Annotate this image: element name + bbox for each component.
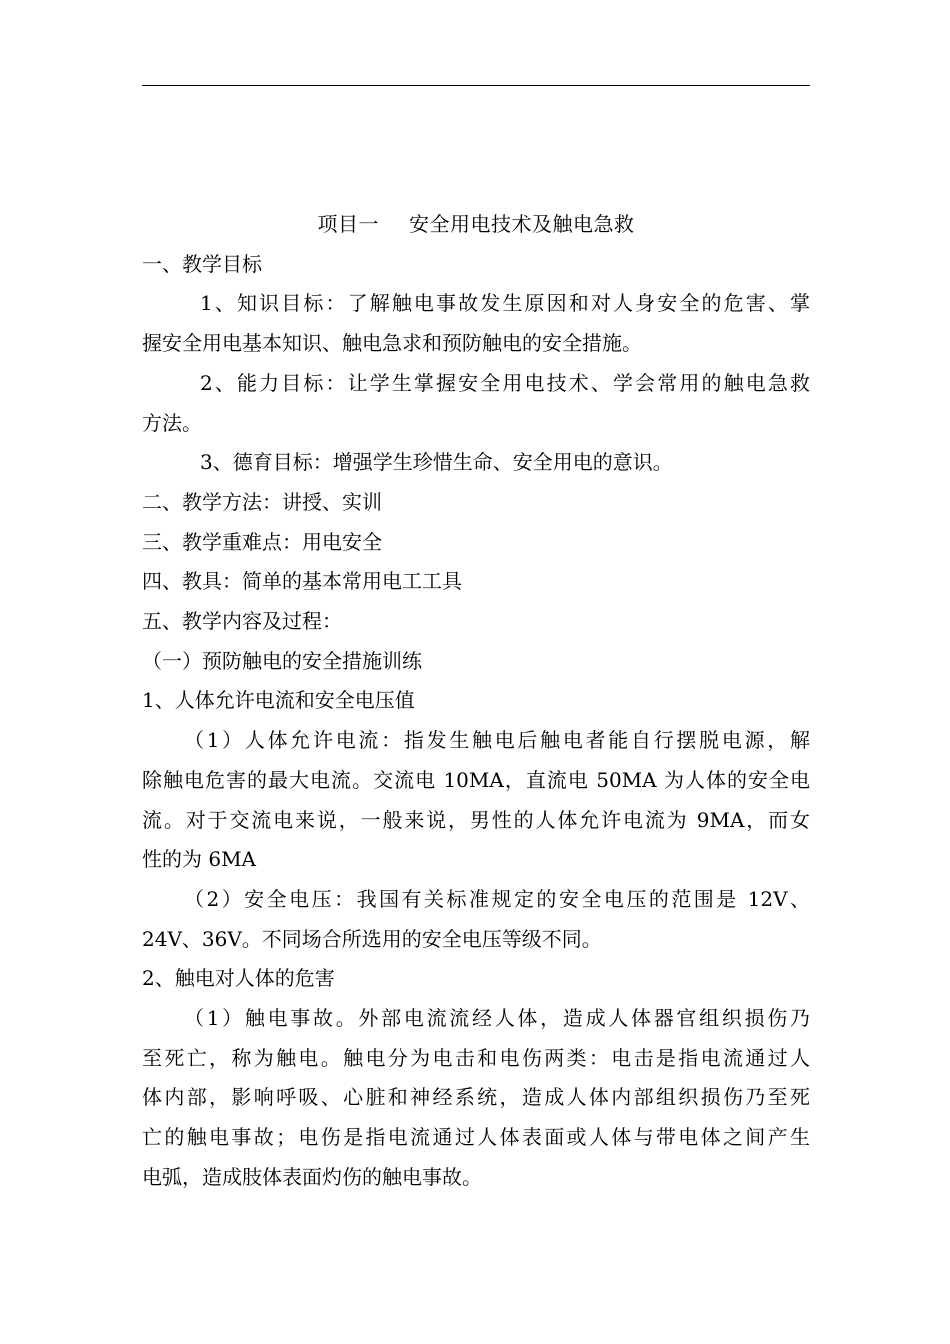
objective-ability-line-2: 方法。 <box>142 410 202 435</box>
item-heading-allowed-current: 1、人体允许电流和安全电压值 <box>142 688 415 713</box>
subsection-heading-prevention: （一）预防触电的安全措施训练 <box>142 648 422 673</box>
paragraph-accident-line-2: 至死亡，称为触电。触电分为电击和电伤两类：电击是指电流通过人 <box>142 1045 810 1070</box>
paragraph-accident-line-3: 体内部，影响呼吸、心脏和神经系统，造成人体内部组织损伤乃至死 <box>142 1085 810 1110</box>
paragraph-safe-voltage-line-2: 24V、36V。不同场合所选用的安全电压等级不同。 <box>142 926 602 951</box>
title-project-name: 安全用电技术及触电急救 <box>409 212 635 236</box>
paragraph-allowed-current-line-2: 除触电危害的最大电流。交流电 10MA，直流电 50MA 为人体的安全电 <box>142 767 810 792</box>
paragraph-allowed-current-line-1: （1）人体允许电流：指发生触电后触电者能自行摆脱电源，解 <box>184 728 810 753</box>
objective-ability-line-1: 2、能力目标：让学生掌握安全用电技术、学会常用的触电急救 <box>200 370 810 395</box>
paragraph-accident-line-5: 电弧，造成肢体表面灼伤的触电事故。 <box>142 1164 482 1189</box>
paragraph-accident-line-1: （1）触电事故。外部电流流经人体，造成人体器官组织损伤乃 <box>184 1006 810 1031</box>
objective-knowledge-line-1: 1、知识目标：了解触电事故发生原因和对人身安全的危害、掌 <box>200 291 810 316</box>
paragraph-allowed-current-line-3: 流。对于交流电来说，一般来说，男性的人体允许电流为 9MA，而女 <box>142 807 810 832</box>
section-heading-methods: 二、教学方法：讲授、实训 <box>142 489 382 514</box>
item-heading-harm: 2、触电对人体的危害 <box>142 966 335 991</box>
objective-knowledge-line-2: 握安全用电基本知识、触电急求和预防触电的安全措施。 <box>142 331 642 356</box>
section-heading-teaching-tools: 四、教具：简单的基本常用电工工具 <box>142 569 462 594</box>
paragraph-safe-voltage-line-1: （2）安全电压：我国有关标准规定的安全电压的范围是 12V、 <box>184 886 810 911</box>
title-project-number: 项目一 <box>317 212 379 236</box>
document-body <box>142 205 810 1198</box>
objective-moral: 3、德育目标：增强学生珍惜生命、安全用电的意识。 <box>200 450 673 475</box>
section-heading-objectives: 一、教学目标 <box>142 251 262 276</box>
paragraph-accident-line-4: 亡的触电事故；电伤是指电流通过人体表面或人体与带电体之间产生 <box>142 1125 810 1150</box>
header-rule <box>142 85 810 86</box>
paragraph-allowed-current-line-4: 性的为 6MA <box>142 847 257 872</box>
section-heading-content: 五、教学内容及过程： <box>142 609 342 634</box>
section-heading-key-points: 三、教学重难点：用电安全 <box>142 529 382 554</box>
page-title <box>142 205 810 245</box>
